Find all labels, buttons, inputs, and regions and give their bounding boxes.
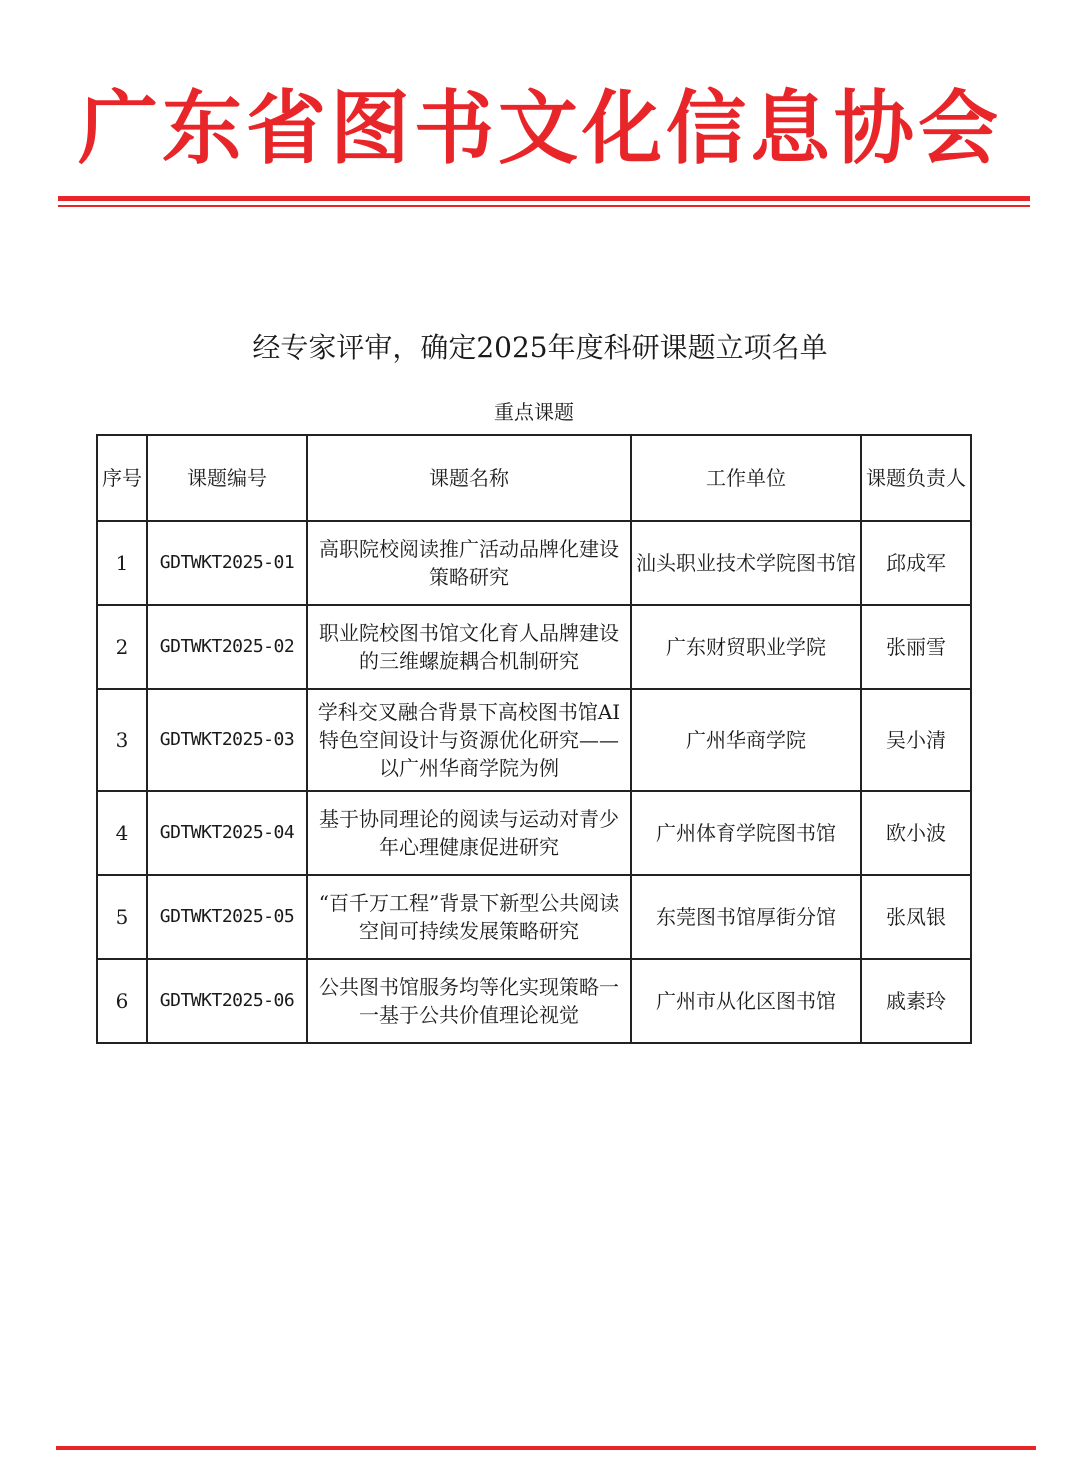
table-row: [97, 521, 971, 605]
cell-unit: 广州华商学院: [631, 689, 861, 791]
cell-unit: 广东财贸职业学院: [631, 605, 861, 689]
table-row: [97, 689, 971, 791]
cell-leader: 张丽雪: [861, 605, 971, 689]
cell-seq: 6: [97, 959, 147, 1043]
header-code: 课题编号: [147, 435, 307, 521]
cell-unit: 广州体育学院图书馆: [631, 791, 861, 875]
cell-unit: 东莞图书馆厚街分馆: [631, 875, 861, 959]
cell-name: 基于协同理论的阅读与运动对青少年心理健康促进研究: [307, 791, 631, 875]
cell-seq: 4: [97, 791, 147, 875]
cell-code: GDTWKT2025-02: [147, 605, 307, 689]
cell-name: 公共图书馆服务均等化实现策略一一基于公共价值理论视觉: [307, 959, 631, 1043]
table-row: [97, 605, 971, 689]
cell-leader: 邱成军: [861, 521, 971, 605]
table-row: [97, 959, 971, 1043]
cell-leader: 吴小清: [861, 689, 971, 791]
cell-seq: 2: [97, 605, 147, 689]
header-seq: 序号: [97, 435, 147, 521]
letterhead-rule-thick: [58, 196, 1030, 201]
cell-leader: 戚素玲: [861, 959, 971, 1043]
cell-leader: 张凤银: [861, 875, 971, 959]
section-title: 重点课题: [494, 400, 574, 424]
header-name: 课题名称: [307, 435, 631, 521]
cell-unit: 汕头职业技术学院图书馆: [631, 521, 861, 605]
header-leader: 课题负责人: [861, 435, 971, 521]
cell-seq: 1: [97, 521, 147, 605]
table-header-row: [97, 435, 971, 521]
cell-code: GDTWKT2025-04: [147, 791, 307, 875]
cell-seq: 5: [97, 875, 147, 959]
letterhead-title: 广东省图书文化信息协会: [78, 81, 1002, 175]
header-unit: 工作单位: [631, 435, 861, 521]
table-row: [97, 791, 971, 875]
cell-code: GDTWKT2025-03: [147, 689, 307, 791]
document-title: 经专家评审，确定2025年度科研课题立项名单: [252, 331, 828, 364]
cell-seq: 3: [97, 689, 147, 791]
footer-rule: [56, 1446, 1036, 1450]
cell-name: 高职院校阅读推广活动品牌化建设策略研究: [307, 521, 631, 605]
cell-name: 学科交叉融合背景下高校图书馆AI特色空间设计与资源优化研究——以广州华商学院为例: [307, 689, 631, 791]
cell-code: GDTWKT2025-01: [147, 521, 307, 605]
cell-code: GDTWKT2025-06: [147, 959, 307, 1043]
cell-code: GDTWKT2025-05: [147, 875, 307, 959]
cell-unit: 广州市从化区图书馆: [631, 959, 861, 1043]
cell-name: 职业院校图书馆文化育人品牌建设的三维螺旋耦合机制研究: [307, 605, 631, 689]
project-table: [96, 434, 972, 1044]
cell-leader: 欧小波: [861, 791, 971, 875]
table-row: [97, 875, 971, 959]
letterhead-rule-thin: [58, 205, 1030, 207]
cell-name: “百千万工程”背景下新型公共阅读空间可持续发展策略研究: [307, 875, 631, 959]
